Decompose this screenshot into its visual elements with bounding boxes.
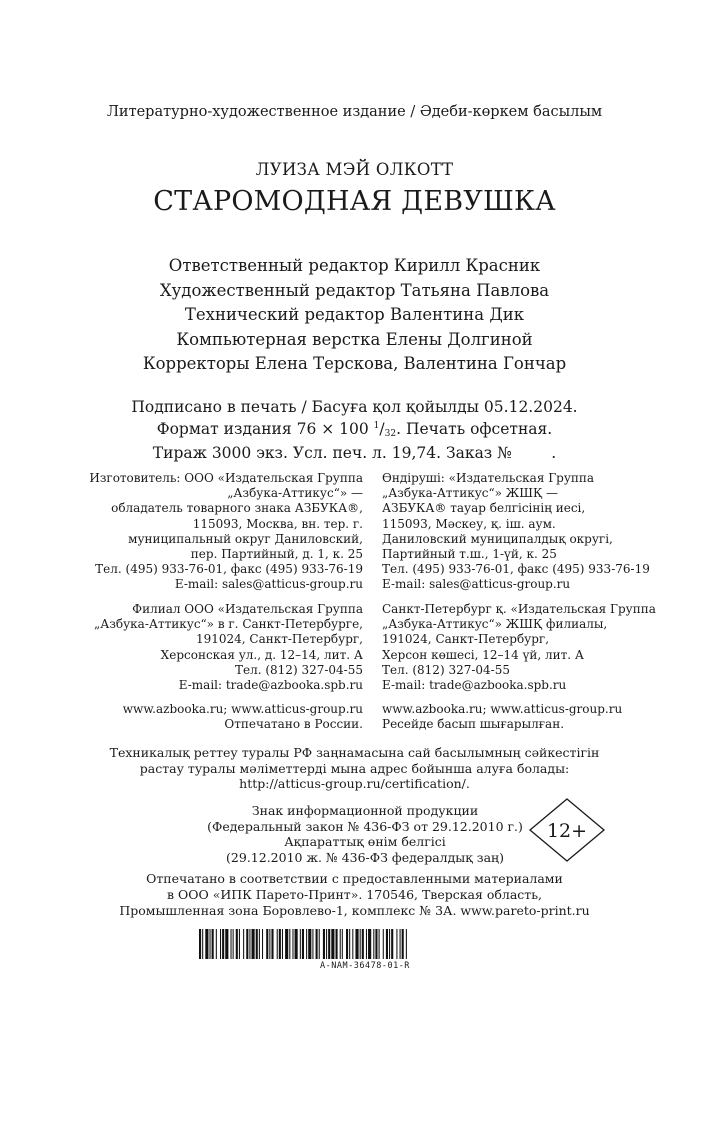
barcode-bar <box>256 929 258 959</box>
web-ru-line: Отпечатано в России. <box>224 717 363 732</box>
manufacturer-kz-line: E-mail: sales@atticus-group.ru <box>382 577 571 592</box>
format-denominator: 32 <box>384 429 397 439</box>
barcode-bar <box>252 929 255 959</box>
edition-type: Литературно-художественное издание / Әдеби-көркем басылым <box>106 104 603 120</box>
printer-info <box>0 871 709 920</box>
credit-line: Ответственный редактор Кирилл Красник <box>168 256 541 275</box>
print-run-text: Тираж 3000 экз. Усл. печ. л. 19,74. Заказ № <box>152 444 512 462</box>
manufacturer-kz-line: 115093, Мәскеу, қ. іш. аум. <box>382 516 556 531</box>
branch-kz-line: „Азбука-Аттикус“» ЖШҚ филиалы, <box>382 617 608 632</box>
barcode-bar <box>323 929 325 959</box>
barcode-bar <box>233 929 234 959</box>
barcode-bar <box>396 929 397 959</box>
credit-line: Художественный редактор Татьяна Павлова <box>159 280 550 300</box>
barcode-bar <box>373 929 374 959</box>
branch-kz-line: Санкт-Петербург қ. «Издательская Группа <box>382 602 656 616</box>
barcode-bar <box>402 929 404 959</box>
barcode-bar <box>346 929 348 959</box>
barcode-bar <box>262 929 263 959</box>
certification-note <box>0 745 709 792</box>
branch-ru-line: Филиал ООО «Издательская Группа <box>132 602 363 616</box>
manufacturer-kz-line: Партийный т.ш., 1-үй, к. 25 <box>382 547 557 562</box>
web-ru-line: www.azbooka.ru; www.atticus-group.ru <box>122 702 363 716</box>
branch-kz-line: E-mail: trade@azbooka.spb.ru <box>382 678 567 693</box>
barcode-bar <box>355 929 358 959</box>
barcode-bar <box>279 929 281 959</box>
certification-line: растау туралы мәліметтерді мына адрес бойынша алуға болады: <box>139 760 570 776</box>
barcode-bar <box>383 929 384 959</box>
barcode-bar <box>368 929 371 959</box>
web-ru <box>0 702 363 732</box>
manufacturer-kz-line: АЗБУКА® тауар белгісінің иесі, <box>382 501 586 516</box>
info-line: Знак информационной продукции <box>251 803 479 818</box>
info-product-sign <box>200 803 530 865</box>
barcode-bar <box>386 929 388 959</box>
barcode-bar <box>205 929 208 959</box>
publishing-info <box>0 398 709 463</box>
web-kz <box>382 702 682 732</box>
manufacturer-ru-line: E-mail: sales@atticus-group.ru <box>174 577 363 592</box>
barcode-bar <box>400 929 401 959</box>
barcode-bar <box>225 929 228 959</box>
format-line <box>0 417 709 444</box>
print-run: Тираж 3000 экз. Усл. печ. л. 19,74. Заказ № . <box>152 444 557 462</box>
credit-line: Корректоры Елена Терскова, Валентина Гончар <box>142 354 567 373</box>
barcode-bar <box>331 929 334 959</box>
manufacturer-ru <box>0 471 363 593</box>
barcode-text: A-NAM-36478-01-R <box>320 961 410 971</box>
branch-kz-line: Херсон көшесі, 12–14 үй, лит. А <box>382 647 584 662</box>
barcode-bar <box>231 929 232 959</box>
branch-ru-line: Тел. (812) 327-04-55 <box>235 662 363 677</box>
web-kz-line: www.azbooka.ru; www.atticus-group.ru <box>382 702 623 716</box>
age-rating-badge <box>528 797 606 863</box>
branch-kz-line: 191024, Санкт-Петербург, <box>382 632 550 647</box>
barcode-bar <box>302 929 304 959</box>
credits <box>0 254 709 377</box>
barcode-bar <box>375 929 377 959</box>
barcode-bar <box>362 929 364 959</box>
certification-line: http://atticus-group.ru/certification/. <box>239 776 470 791</box>
barcode-bar <box>340 929 341 959</box>
certification-line: Техникалық реттеу туралы РФ заңнамасына сай басылымның сәйкестігін <box>109 745 600 760</box>
manufacturer-ru-line: 115093, Москва, вн. тер. г. <box>192 516 363 531</box>
barcode-bar <box>389 929 390 959</box>
barcode-bar <box>391 929 393 959</box>
barcode-bar <box>243 929 244 959</box>
branch-ru-line: „Азбука-Аттикус“» в г. Санкт-Петербурге, <box>94 617 363 632</box>
info-line: Ақпараттық өнім белгісі <box>284 834 446 849</box>
manufacturer-kz-line: Өндіруші: «Издательская Группа <box>382 471 595 485</box>
printer-line: Промышленная зона Боровлево-1, комплекс № 3А. www.pareto-print.ru <box>119 903 590 919</box>
format-prefix: Формат издания 76 × 100 <box>156 420 374 438</box>
barcode-bar <box>289 929 290 959</box>
barcode <box>199 929 531 959</box>
format-numerator: 1 <box>373 421 380 431</box>
manufacturer-kz <box>382 471 682 593</box>
format-slash: / <box>379 420 385 438</box>
barcode-bar <box>222 929 224 959</box>
barcode-bar <box>249 929 250 959</box>
credit-line: Технический редактор Валентина Дик <box>184 305 525 324</box>
barcode-bar <box>246 929 248 959</box>
barcode-bar <box>379 929 380 959</box>
barcode-bar <box>216 929 217 959</box>
barcode-bar <box>271 929 273 959</box>
barcode-bar <box>306 929 307 959</box>
branch-ru <box>0 602 363 693</box>
branch-ru-line: E-mail: trade@azbooka.spb.ru <box>178 678 363 693</box>
age-rating-text: 12+ <box>546 820 588 842</box>
branch-ru-line: 191024, Санкт-Петербург, <box>195 632 363 647</box>
barcode-bar <box>277 929 278 959</box>
branch-ru-line: Херсонская ул., д. 12–14, лит. А <box>160 647 363 662</box>
branch-kz-line: Тел. (812) 327-04-55 <box>382 662 510 677</box>
printer-line: в ООО «ИПК Парето-Принт». 170546, Тверская область, <box>166 887 543 903</box>
barcode-bar <box>336 929 338 959</box>
credit-line: Компьютерная верстка Елены Долгиной <box>176 329 533 349</box>
printer-line: Отпечатано в соответствии с предоставленными материалами <box>146 871 563 886</box>
book-title: СТАРОМОДНАЯ ДЕВУШКА <box>153 186 556 217</box>
barcode-bar <box>326 929 327 959</box>
barcode-bar <box>328 929 330 959</box>
barcode-bar <box>319 929 320 959</box>
barcode-bar <box>202 929 203 959</box>
barcode-bar <box>239 929 240 959</box>
branch-kz <box>382 602 682 693</box>
barcode-bar <box>199 929 201 959</box>
author-name: ЛУИЗА МЭЙ ОЛКОТТ <box>255 160 454 179</box>
manufacturer-ru-line: Тел. (495) 933-76-01, факс (495) 933-76-19 <box>95 562 363 577</box>
manufacturer-kz-line: Даниловский муниципалдық округі, <box>382 531 613 546</box>
barcode-bar <box>236 929 238 959</box>
barcode-bar <box>300 929 301 959</box>
barcode-bar <box>220 929 221 959</box>
barcode-bar <box>259 929 260 959</box>
barcode-bar <box>308 929 311 959</box>
barcode-bar <box>312 929 313 959</box>
info-line: (Федеральный закон № 436-ФЗ от 29.12.2010 г.) <box>207 818 523 834</box>
web-kz-line: Ресейде басып шығарылған. <box>382 717 565 732</box>
barcode-bar <box>295 929 298 959</box>
manufacturer-kz-line: „Азбука-Аттикус“» ЖШҚ — <box>382 486 559 501</box>
manufacturer-kz-line: Тел. (495) 933-76-01, факс (495) 933-76-19 <box>382 562 650 577</box>
manufacturer-ru-line: Изготовитель: ООО «Издательская Группа <box>89 471 363 485</box>
barcode-bar <box>266 929 268 959</box>
barcode-bar <box>316 929 318 959</box>
format-suffix: . Печать офсетная. <box>396 420 553 438</box>
barcode-bar <box>406 929 407 959</box>
barcode-bar <box>285 929 288 959</box>
barcode-bar <box>349 929 350 959</box>
barcode-bar <box>352 929 353 959</box>
manufacturer-ru-line: обладатель товарного знака АЗБУКА®, <box>111 501 363 516</box>
manufacturer-ru-line: пер. Партийный, д. 1, к. 25 <box>190 547 363 562</box>
barcode-bar <box>366 929 367 959</box>
info-line: (29.12.2010 ж. № 436-ФЗ федералдық заң) <box>226 849 504 865</box>
barcode-bar <box>360 929 361 959</box>
barcode-bar <box>342 929 343 959</box>
manufacturer-ru-line: „Азбука-Аттикус“» — <box>227 486 363 501</box>
manufacturer-ru-line: муниципальный округ Даниловский, <box>128 531 363 546</box>
barcode-bar <box>282 929 283 959</box>
barcode-bar <box>292 929 293 959</box>
barcode-bar <box>269 929 270 959</box>
signed-date: Подписано в печать / Басуға қол қойылды 05.12.2024. <box>131 398 578 416</box>
barcode-bar <box>212 929 214 959</box>
barcode-bar <box>210 929 211 959</box>
